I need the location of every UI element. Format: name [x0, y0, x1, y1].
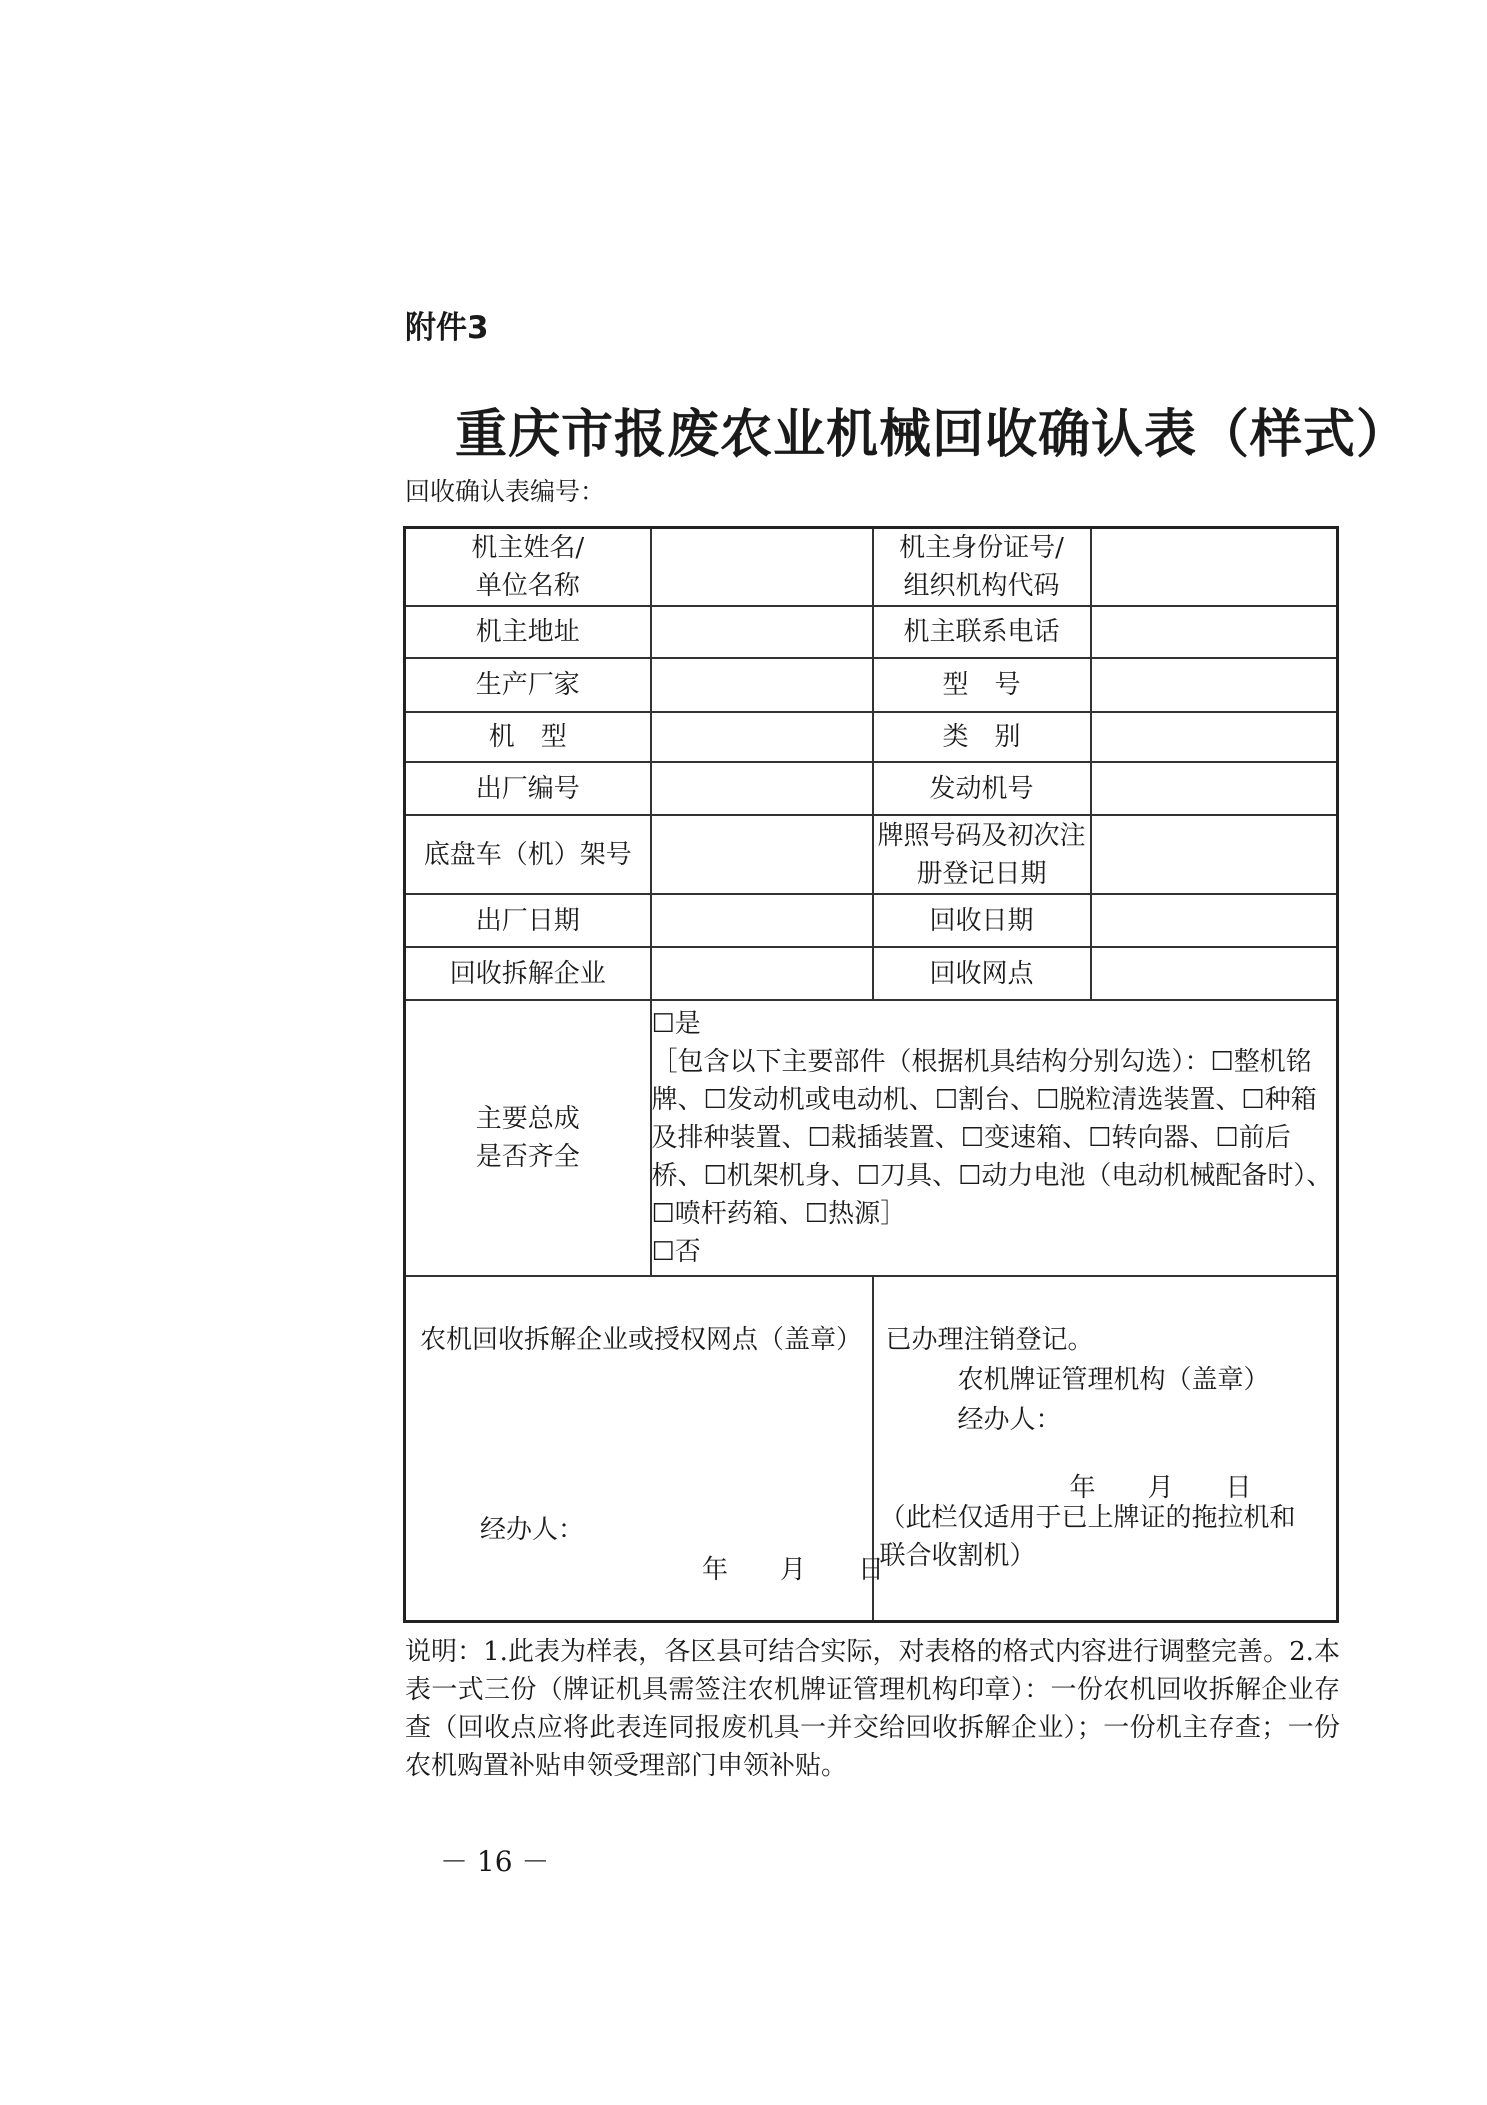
owner-id-label: 机主身份证号/ 组织机构代码	[873, 528, 1091, 607]
components-checklist	[651, 1000, 1338, 1276]
recycle-point-field[interactable]	[1091, 947, 1338, 1000]
owner-address-field[interactable]	[651, 606, 873, 658]
recycler-field[interactable]	[651, 947, 873, 1000]
attachment-label: 附件3	[405, 310, 489, 346]
registration-signature-block	[873, 1276, 1338, 1621]
components-list: ［包含以下主要部件（根据机具结构分别勾选）：☐整机铭牌、☐发动机或电动机、☐割台、☐脱粒清选装置、☐种箱及排种装置、☐栽插装置、☐变速箱、☐转向器、☐前后桥、☐机架机身、☐刀具、☐动力电池（电动机械配备时）、☐喷杆药箱、☐热源］	[651, 1047, 1333, 1229]
manufacturer-field[interactable]	[651, 658, 873, 712]
form-row-recycler	[405, 947, 1338, 1000]
recycler-label: 回收拆解企业	[405, 947, 651, 1000]
category-label: 类 别	[873, 712, 1091, 762]
model-label: 型 号	[873, 658, 1091, 712]
confirmation-form-table	[403, 526, 1339, 1623]
components-yes-checkbox[interactable]: ☐是	[651, 1009, 701, 1039]
chassis-number-field[interactable]	[651, 815, 873, 894]
form-row-owner-address	[405, 606, 1338, 658]
owner-id-field[interactable]	[1091, 528, 1338, 607]
license-plate-label: 牌照号码及初次注 册登记日期	[873, 815, 1091, 894]
recycle-date-label: 回收日期	[873, 894, 1091, 947]
factory-serial-field[interactable]	[651, 762, 873, 815]
registry-applicability-note: （此栏仅适用于已上牌证的拖拉机和联合收割机）	[879, 1503, 1296, 1571]
registry-handler-label: 经办人：	[957, 1405, 1062, 1435]
form-row-signatures	[405, 1276, 1338, 1621]
owner-name-field[interactable]	[651, 528, 873, 607]
recycler-date-label: 年 月 日	[702, 1555, 885, 1585]
factory-date-label: 出厂日期	[405, 894, 651, 947]
form-row-serial	[405, 762, 1338, 815]
components-no-checkbox[interactable]: ☐否	[651, 1237, 701, 1267]
serial-number-label: 回收确认表编号：	[405, 477, 606, 506]
components-label: 主要总成 是否齐全	[405, 1000, 651, 1276]
recycler-stamp-label: 农机回收拆解企业或授权网点（盖章）	[420, 1325, 863, 1355]
owner-phone-label: 机主联系电话	[873, 606, 1091, 658]
deregistration-text: 已办理注销登记。	[885, 1325, 1094, 1355]
page-number: － 16 －	[440, 1845, 550, 1878]
recycle-point-label: 回收网点	[873, 947, 1091, 1000]
explanation-note: 说明：1.此表为样表，各区县可结合实际，对表格的格式内容进行调整完善。2.本表一式三份（牌证机具需签注农机牌证管理机构印章）：一份农机回收拆解企业存查（回收点应将此表连同报废机具一并交给回收拆解企业）；一份机主存查；一份农机购置补贴申领受理部门申领补贴。	[405, 1637, 1340, 1781]
owner-phone-field[interactable]	[1091, 606, 1338, 658]
form-row-dates	[405, 894, 1338, 947]
form-row-manufacturer	[405, 658, 1338, 712]
license-plate-field[interactable]	[1091, 815, 1338, 894]
page-title: 重庆市报废农业机械回收确认表（样式）	[455, 405, 1410, 465]
form-row-owner-name	[405, 528, 1338, 607]
form-row-machine-type	[405, 712, 1338, 762]
factory-serial-label: 出厂编号	[405, 762, 651, 815]
chassis-number-label: 底盘车（机）架号	[405, 815, 651, 894]
recycler-signature-block	[405, 1276, 885, 1621]
model-field[interactable]	[1091, 658, 1338, 712]
registry-stamp-label: 农机牌证管理机构（盖章）	[957, 1365, 1270, 1395]
owner-name-label: 机主姓名/ 单位名称	[405, 528, 651, 607]
manufacturer-label: 生产厂家	[405, 658, 651, 712]
machine-type-label: 机 型	[405, 712, 651, 762]
recycler-handler-label: 经办人：	[480, 1515, 585, 1545]
engine-number-field[interactable]	[1091, 762, 1338, 815]
engine-number-label: 发动机号	[873, 762, 1091, 815]
category-field[interactable]	[1091, 712, 1338, 762]
factory-date-field[interactable]	[651, 894, 873, 947]
machine-type-field[interactable]	[651, 712, 873, 762]
form-row-chassis	[405, 815, 1338, 894]
registry-date-label: 年 月 日	[1069, 1473, 1252, 1503]
owner-address-label: 机主地址	[405, 606, 651, 658]
recycle-date-field[interactable]	[1091, 894, 1338, 947]
form-row-components	[405, 1000, 1338, 1276]
